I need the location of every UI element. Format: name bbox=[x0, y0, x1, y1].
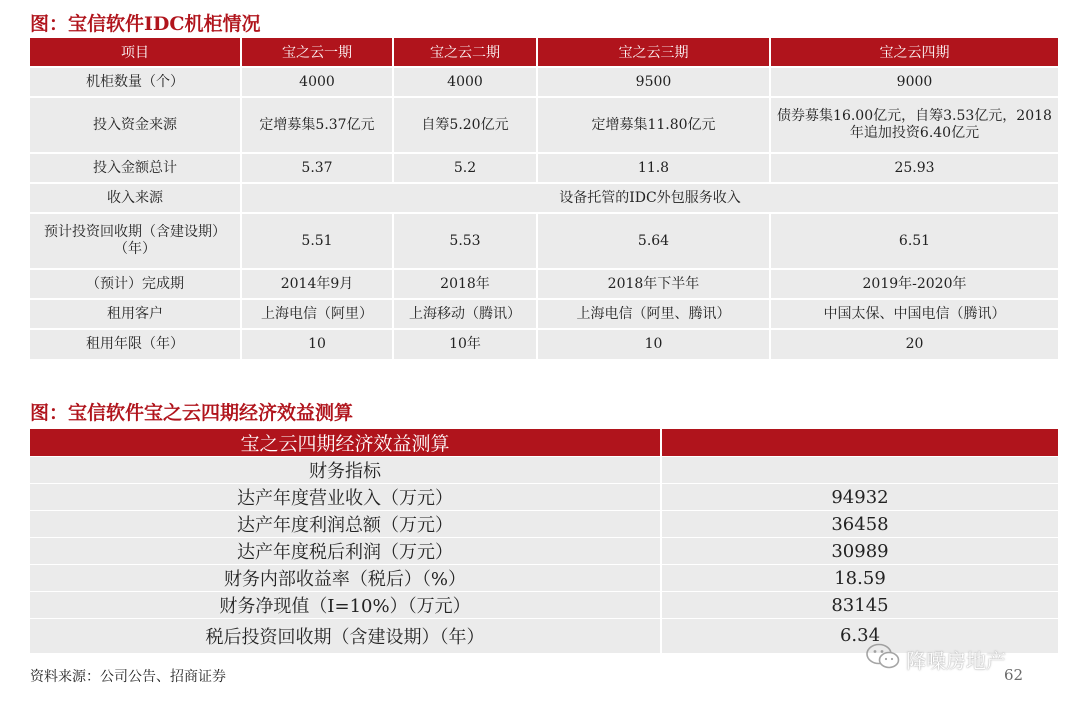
table-cell: 定增募集5.37亿元 bbox=[241, 97, 393, 153]
table-cell: 2018年 bbox=[393, 269, 537, 299]
table-cell: 上海电信（阿里） bbox=[241, 299, 393, 329]
watermark-text: 降噪房地产 bbox=[906, 648, 1006, 673]
table-header-row bbox=[30, 38, 1059, 67]
section1-title: 图：宝信软件IDC机柜情况 bbox=[30, 13, 261, 35]
row-label: （预计）完成期 bbox=[30, 269, 241, 299]
row-label: 机柜数量（个） bbox=[30, 67, 241, 97]
section2-title: 图：宝信软件宝之云四期经济效益测算 bbox=[30, 402, 354, 424]
table-row bbox=[30, 97, 1059, 153]
table-row bbox=[30, 538, 1059, 565]
table-row bbox=[30, 329, 1059, 359]
table-cell: 债券募集16.00亿元，自筹3.53亿元，2018年追加投资6.40亿元 bbox=[770, 97, 1059, 153]
table-cell: 上海移动（腾讯） bbox=[393, 299, 537, 329]
table-cell: 5.53 bbox=[393, 213, 537, 269]
row-label: 税后投资回收期（含建设期）（年） bbox=[30, 619, 661, 653]
table-cell: 5.37 bbox=[241, 153, 393, 183]
header-item: 项目 bbox=[30, 38, 241, 67]
table-row bbox=[30, 67, 1059, 97]
economic-benefit-table bbox=[30, 429, 1060, 653]
row-label: 投入资金来源 bbox=[30, 97, 241, 153]
row-label: 财务内部收益率（税后）（%） bbox=[30, 565, 661, 592]
table-row bbox=[30, 565, 1059, 592]
header-phase-3: 宝之云三期 bbox=[537, 38, 770, 67]
table-cell: 5.2 bbox=[393, 153, 537, 183]
header-phase-4: 宝之云四期 bbox=[770, 38, 1059, 67]
table-subheader-row bbox=[30, 457, 1059, 484]
header-phase-2: 宝之云二期 bbox=[393, 38, 537, 67]
table-row bbox=[30, 592, 1059, 619]
row-label: 达产年度营业收入（万元） bbox=[30, 484, 661, 511]
page-number: 62 bbox=[1004, 666, 1024, 684]
table-row bbox=[30, 153, 1059, 183]
table-cell: 20 bbox=[770, 329, 1059, 359]
row-label: 财务净现值（I=10%）（万元） bbox=[30, 592, 661, 619]
table-cell: 2014年9月 bbox=[241, 269, 393, 299]
row-label: 达产年度税后利润（万元） bbox=[30, 538, 661, 565]
table-cell: 2018年下半年 bbox=[537, 269, 770, 299]
row-label: 租用年限（年） bbox=[30, 329, 241, 359]
row-label: 租用客户 bbox=[30, 299, 241, 329]
row-value: 6.34 bbox=[661, 619, 1059, 653]
row-label: 收入来源 bbox=[30, 183, 241, 213]
header-phase-1: 宝之云一期 bbox=[241, 38, 393, 67]
header-right bbox=[661, 429, 1059, 457]
table-row bbox=[30, 269, 1059, 299]
table-row bbox=[30, 511, 1059, 538]
table-cell: 10 bbox=[537, 329, 770, 359]
table-cell: 5.51 bbox=[241, 213, 393, 269]
row-label: 投入金额总计 bbox=[30, 153, 241, 183]
table-cell: 自筹5.20亿元 bbox=[393, 97, 537, 153]
table-cell: 上海电信（阿里、腾讯） bbox=[537, 299, 770, 329]
table-cell: 6.51 bbox=[770, 213, 1059, 269]
table-header-row bbox=[30, 429, 1059, 457]
row-value: 36458 bbox=[661, 511, 1059, 538]
row-label: 预计投资回收期（含建设期）（年） bbox=[30, 213, 241, 269]
table-cell: 2019年-2020年 bbox=[770, 269, 1059, 299]
table-cell: 5.64 bbox=[537, 213, 770, 269]
table-cell: 11.8 bbox=[537, 153, 770, 183]
table-row bbox=[30, 484, 1059, 511]
table-cell bbox=[661, 457, 1059, 484]
row-value: 83145 bbox=[661, 592, 1059, 619]
watermark bbox=[866, 643, 1006, 675]
table-cell: 25.93 bbox=[770, 153, 1059, 183]
table-row bbox=[30, 213, 1059, 269]
subheader-label: 财务指标 bbox=[30, 457, 661, 484]
table-cell: 中国太保、中国电信（腾讯） bbox=[770, 299, 1059, 329]
row-label: 达产年度利润总额（万元） bbox=[30, 511, 661, 538]
row-value: 18.59 bbox=[661, 565, 1059, 592]
row-value: 94932 bbox=[661, 484, 1059, 511]
source-note: 资料来源：公司公告、招商证券 bbox=[30, 669, 226, 685]
table-row bbox=[30, 183, 1059, 213]
table-cell: 9000 bbox=[770, 67, 1059, 97]
table-cell: 9500 bbox=[537, 67, 770, 97]
idc-cabinet-table bbox=[30, 38, 1060, 359]
header-title: 宝之云四期经济效益测算 bbox=[30, 429, 661, 457]
table-row bbox=[30, 299, 1059, 329]
table-cell: 定增募集11.80亿元 bbox=[537, 97, 770, 153]
table-cell: 4000 bbox=[241, 67, 393, 97]
row-value: 30989 bbox=[661, 538, 1059, 565]
merged-cell: 设备托管的IDC外包服务收入 bbox=[241, 183, 1059, 213]
wechat-icon bbox=[866, 643, 900, 675]
table-cell: 10年 bbox=[393, 329, 537, 359]
table-cell: 10 bbox=[241, 329, 393, 359]
table-cell: 4000 bbox=[393, 67, 537, 97]
